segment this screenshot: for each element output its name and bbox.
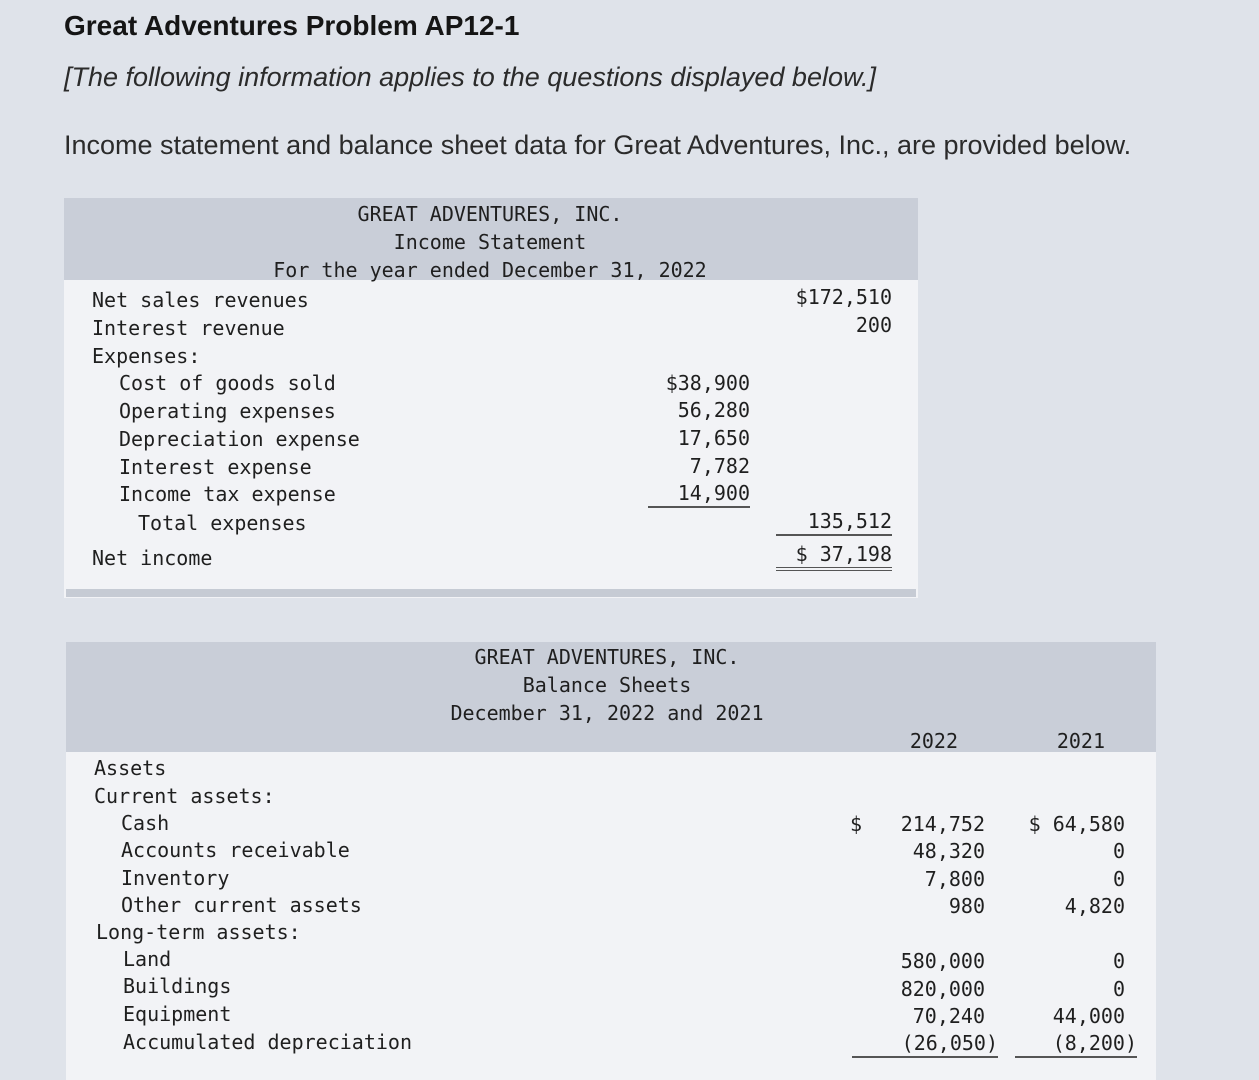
- asset-value-inventory-2022: 7,800: [924, 867, 985, 891]
- expense-value-interest: 7,782: [689, 454, 750, 478]
- asset-label-accumulated-depreciation: Accumulated depreciation: [123, 1030, 412, 1054]
- asset-value-buildings-2021: 0: [1112, 977, 1125, 1001]
- asset-label-accounts-receivable: Accounts receivable: [121, 838, 350, 862]
- asset-value-other-current-2021: 4,820: [1064, 894, 1125, 918]
- expenses-label: Expenses:: [92, 344, 201, 368]
- asset-value-land-2022: 580,000: [900, 949, 985, 973]
- is-statement-name: Income Statement: [393, 230, 587, 254]
- column-header-2021: 2021: [1056, 729, 1105, 753]
- asset-label-equipment: Equipment: [123, 1002, 232, 1026]
- asset-value-accounts-receivable-2022: 48,320: [912, 839, 985, 863]
- bs-company-name: GREAT ADVENTURES, INC.: [474, 645, 740, 669]
- bs-period: December 31, 2022 and 2021: [450, 701, 764, 725]
- income-statement-bottom-rule: [66, 589, 916, 597]
- asset-value-accumulated-depreciation-2022: (26,050): [852, 1031, 998, 1058]
- bs-statement-name: Balance Sheets: [522, 673, 692, 697]
- expense-value-income-tax: 14,900: [648, 481, 750, 508]
- intro-note: [The following information applies to the questions displayed below.]: [64, 62, 876, 92]
- expense-value-cogs: $38,900: [665, 371, 750, 395]
- asset-label-cash: Cash: [121, 811, 170, 835]
- expense-label-cogs: Cost of goods sold: [119, 371, 336, 395]
- net-income-value: $ 37,198: [776, 542, 892, 571]
- interest-revenue-label: Interest revenue: [92, 316, 285, 340]
- long-term-assets-label: Long-term assets:: [96, 920, 301, 944]
- total-expenses-label: Total expenses: [138, 511, 307, 535]
- asset-label-buildings: Buildings: [123, 974, 232, 998]
- is-company-name: GREAT ADVENTURES, INC.: [357, 202, 623, 226]
- is-period: For the year ended December 31, 2022: [273, 258, 707, 282]
- asset-value-buildings-2022: 820,000: [900, 977, 985, 1001]
- asset-value-equipment-2022: 70,240: [912, 1004, 985, 1028]
- asset-value-accounts-receivable-2021: 0: [1112, 839, 1125, 863]
- expense-value-operating: 56,280: [677, 398, 750, 422]
- net-sales-label: Net sales revenues: [92, 288, 309, 312]
- current-assets-label: Current assets:: [94, 784, 275, 808]
- column-header-2022: 2022: [909, 729, 958, 753]
- asset-value-cash-2021: $ 64,580: [1028, 812, 1125, 836]
- asset-value-land-2021: 0: [1112, 949, 1125, 973]
- net-income-label: Net income: [92, 546, 213, 570]
- asset-value-cash-2022: 214,752: [900, 812, 985, 836]
- expense-label-interest: Interest expense: [119, 455, 312, 479]
- interest-revenue-value: 200: [855, 313, 892, 337]
- asset-value-equipment-2021: 44,000: [1052, 1004, 1125, 1028]
- asset-prefix-cash-2022: $: [850, 812, 863, 836]
- net-sales-value: $172,510: [795, 285, 892, 309]
- expense-label-income-tax: Income tax expense: [119, 482, 336, 506]
- intro-text: Income statement and balance sheet data for Great Adventures, Inc., are provided below.: [64, 130, 1132, 160]
- asset-value-inventory-2021: 0: [1112, 867, 1125, 891]
- expense-label-depreciation: Depreciation expense: [119, 427, 360, 451]
- total-expenses-value: 135,512: [776, 509, 892, 536]
- asset-value-other-current-2022: 980: [948, 894, 985, 918]
- asset-label-other-current: Other current assets: [121, 893, 362, 917]
- expense-label-operating: Operating expenses: [119, 399, 336, 423]
- expense-value-depreciation: 17,650: [677, 426, 750, 450]
- page-title: Great Adventures Problem AP12-1: [64, 10, 520, 41]
- assets-label: Assets: [94, 756, 167, 780]
- asset-value-accumulated-depreciation-2021: (8,200): [1015, 1031, 1137, 1058]
- asset-label-land: Land: [123, 947, 172, 971]
- asset-label-inventory: Inventory: [121, 866, 230, 890]
